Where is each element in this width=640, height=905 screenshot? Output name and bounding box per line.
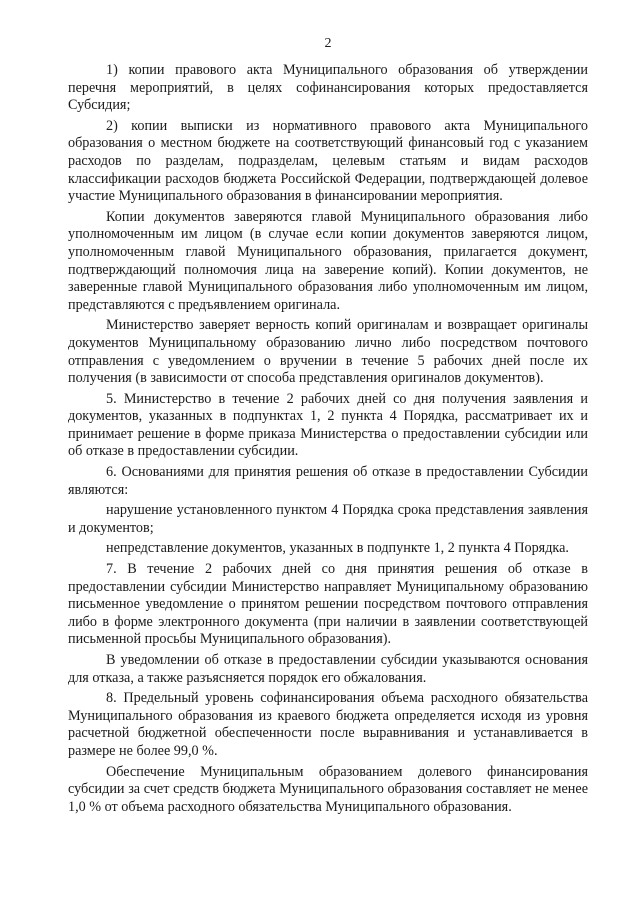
paragraph-subitem-1: 1) копии правового акта Муниципального образования об утверждении перечня мероприятий, в целях софинансирования которых предоставляется Субсидия; bbox=[68, 62, 588, 114]
paragraph-copies-certification: Копии документов заверяются главой Муниципального образования либо уполномоченным им лицом (в случае если копии документов заверяются лицом, уполномоченным главой Муниципального образования, прилагается документ, подтверждающий полномочия лица на заверение копий). Копии документов, не заверенные главой Муниципального образования либо уполномоченным им лицом, представляются с предъявлением оригинала. bbox=[68, 208, 588, 313]
paragraph-refusal-ground-1: нарушение установленного пунктом 4 Порядка срока представления заявления и документов; bbox=[68, 502, 588, 536]
paragraph-item-5: 5. Министерство в течение 2 рабочих дней со дня получения заявления и документов, указанных в подпунктах 1, 2 пункта 4 Порядка, рассматривает их и принимает решение в форме приказа Министерства о предоставлении субсидии или об отказе в предоставлении субсидии. bbox=[68, 390, 588, 460]
paragraph-item-7: 7. В течение 2 рабочих дней со дня принятия решения об отказе в предоставлении субсидии Министерство направляет Муниципальному образованию письменное уведомление о принятом решении посредством почтового отправления либо в форме электронного документа (при наличии в заявлении соответствующей письменной просьбы Муниципального образования). bbox=[68, 561, 588, 648]
paragraph-refusal-ground-2: непредставление документов, указанных в подпункте 1, 2 пункта 4 Порядка. bbox=[106, 540, 569, 557]
paragraph-ministry-certifies: Министерство заверяет верность копий оригиналам и возвращает оригиналы документов Муниципальному образованию лично либо посредством почтового отправления с уведомлением о вручении в течение 5 рабочих дней после их получения (в зависимости от способа представления оригиналов документов). bbox=[68, 317, 588, 387]
paragraph-subitem-2: 2) копии выписки из нормативного правового акта Муниципального образования о местном бюджете на соответствующий финансовый год с указанием расходов по разделам, подразделам, целевым статьям и видам расходов классификации расходов бюджета Российской Федерации, подтверждающей долевое участие Муниципального образования в финансировании мероприятия. bbox=[68, 117, 588, 205]
page-number: 2 bbox=[324, 36, 332, 51]
paragraph-item-8: 8. Предельный уровень софинансирования объема расходного обязательства Муниципального образования из краевого бюджета определяется исходя из уровня расчетной бюджетной обеспеченности после выравнивания и устанавливается в размере не более 99,0 %. bbox=[68, 690, 588, 759]
paragraph-refusal-notice: В уведомлении об отказе в предоставлении субсидии указываются основания для отказа, а также разъясняется порядок его обжалования. bbox=[68, 652, 588, 686]
paragraph-item-6: 6. Основаниями для принятия решения об отказе в предоставлении Субсидии являются: bbox=[68, 464, 588, 498]
paragraph-co-financing: Обеспечение Муниципальным образованием долевого финансирования субсидии за счет средств бюджета Муниципального образования составляет не менее 1,0 % от объема расходного обязательства Муниципального образования. bbox=[68, 763, 588, 815]
